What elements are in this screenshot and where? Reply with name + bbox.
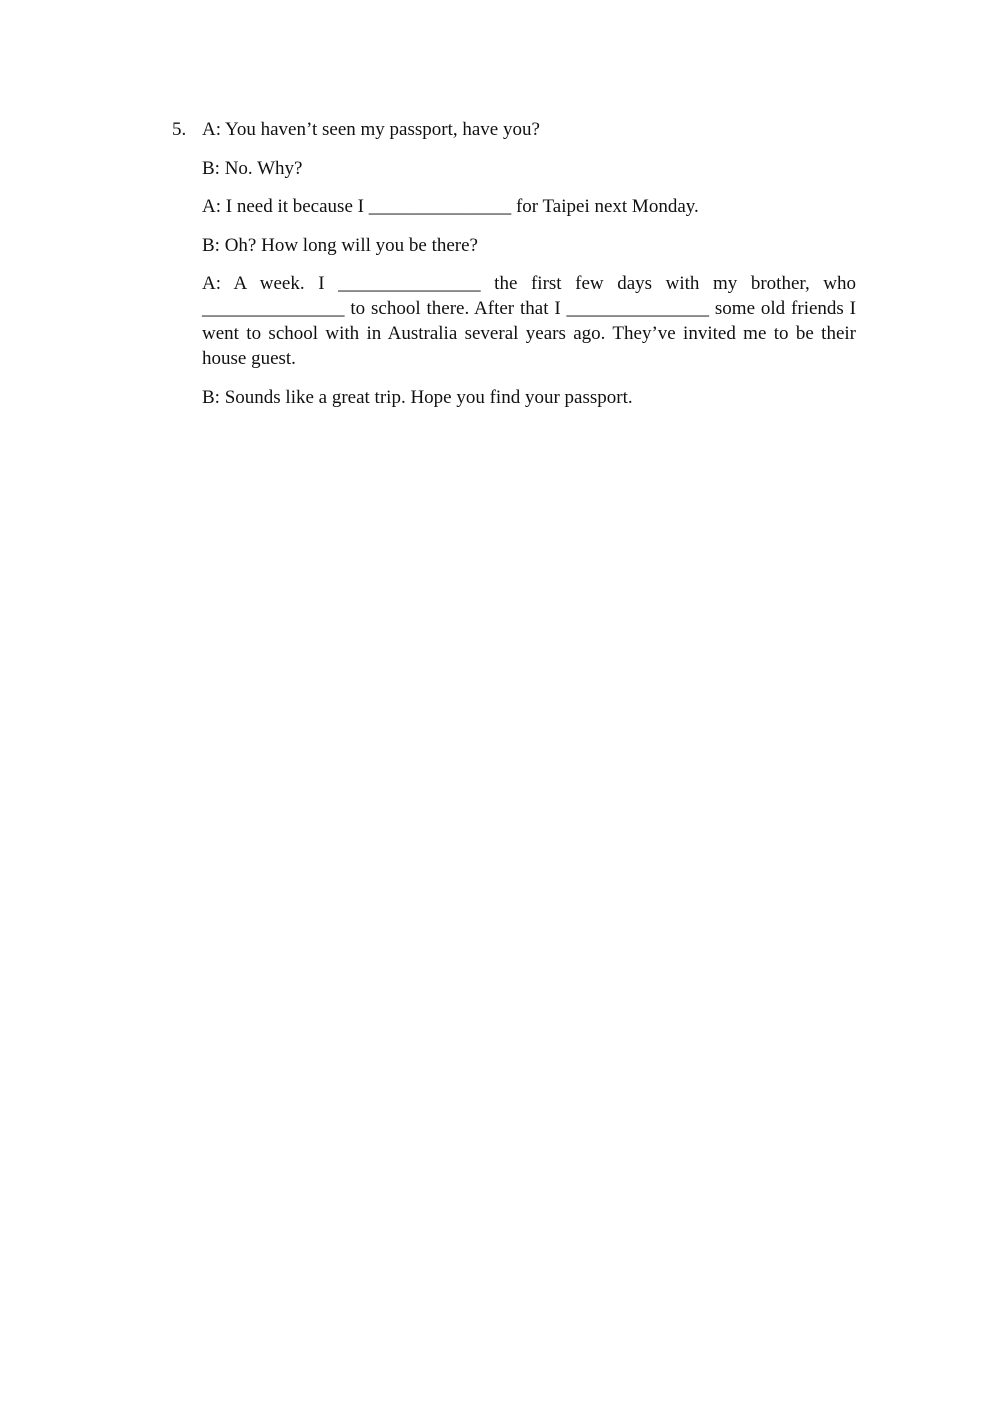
dialogue-line-a1: A: You haven’t seen my passport, have you? xyxy=(202,119,540,140)
dialogue-line-a2: A: I need it because I _______________ for Taipei next Monday. xyxy=(202,196,699,217)
dialogue-line-b2: B: Oh? How long will you be there? xyxy=(202,234,478,256)
dialogue xyxy=(202,117,856,423)
dialogue-line-a3: A: A week. I _______________ the first few days with my brother, who _______________ to school there. After that I _______________ some old friends I went to school with in Australia several years ago. They’ve invited me to be their house guest. xyxy=(202,273,856,369)
dialogue-line-b3: B: Sounds like a great trip. Hope you find your passport. xyxy=(202,386,633,408)
dialogue-line-b1: B: No. Why? xyxy=(202,157,303,179)
item-number: 5. xyxy=(172,119,187,140)
